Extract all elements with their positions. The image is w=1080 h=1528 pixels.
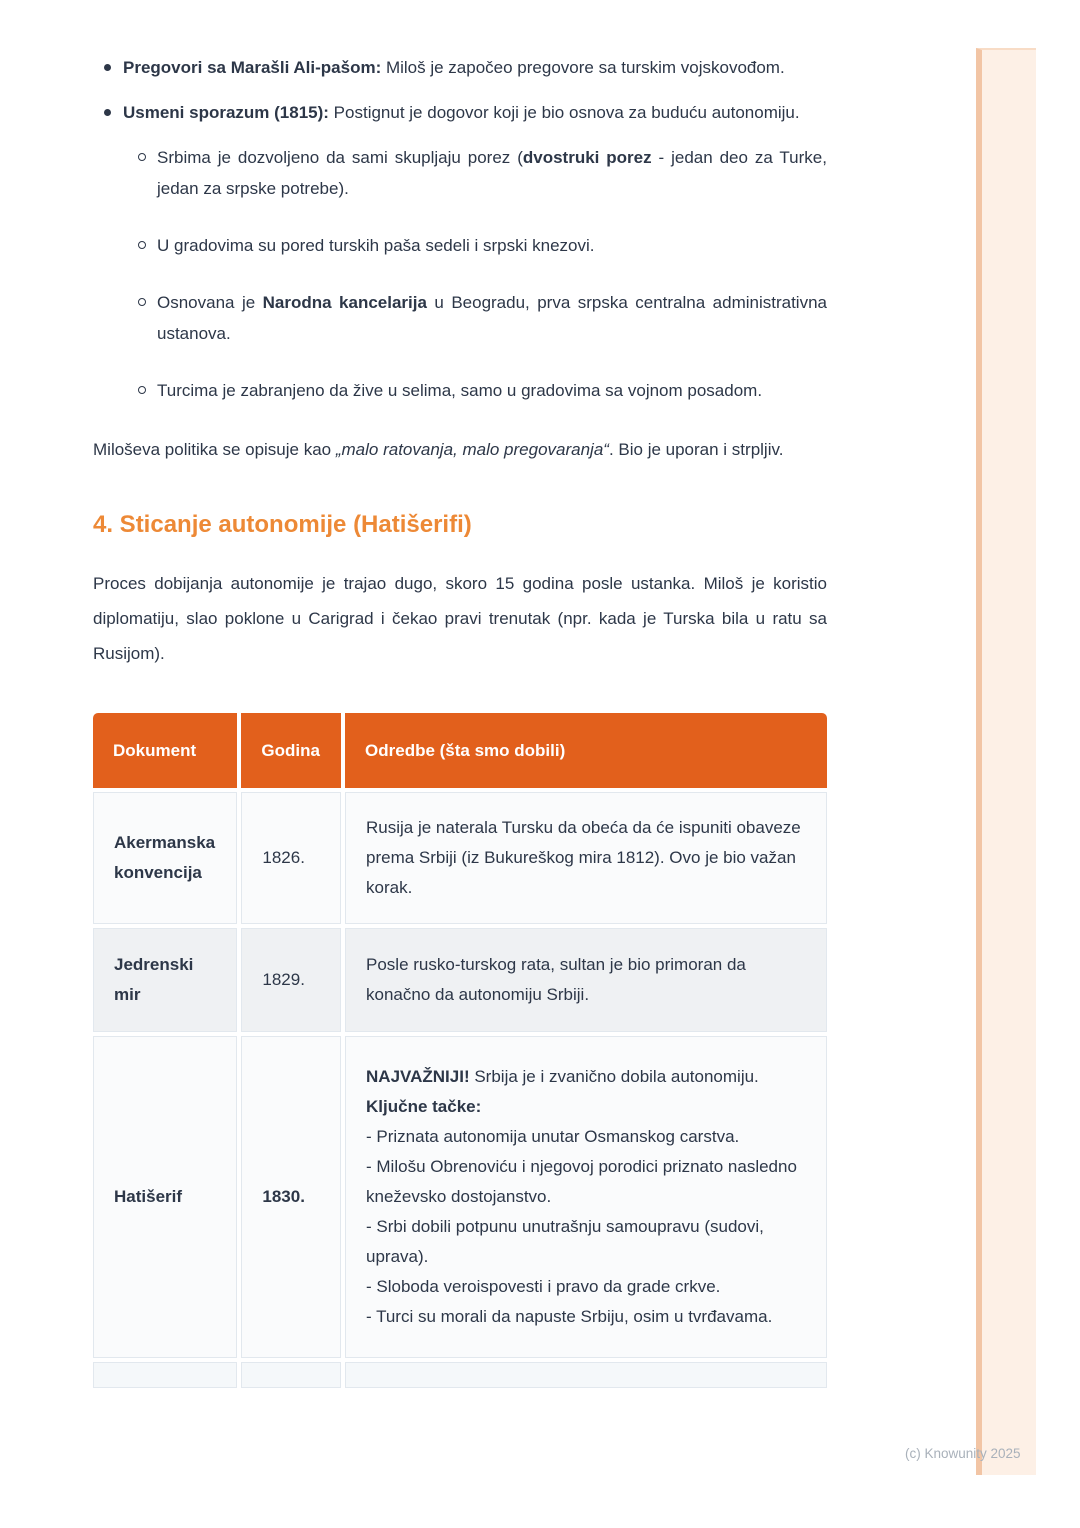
- sub-item-porez: [157, 142, 827, 204]
- list-item-text: Postignut je dogovor koji je bio osnova za buduću autonomiju.: [328, 103, 800, 122]
- cell-odredbe: [345, 1362, 827, 1388]
- column-header-godina: Godina: [241, 713, 341, 788]
- sub-item-text: U gradovima su pored turskih paša sedeli i srpski knezovi.: [157, 236, 595, 255]
- cell-godina: 1830.: [241, 1036, 341, 1358]
- sub-bullet-list: [157, 142, 827, 406]
- copyright-watermark: (c) Knowunity 2025: [905, 1446, 1021, 1461]
- list-item-lead: Usmeni sporazum (1815):: [123, 103, 329, 122]
- odredbe-point: - Sloboda veroispovesti i pravo da grade crkve.: [366, 1277, 721, 1296]
- sub-item-text: - jedan deo za Turke, jedan za srpske potrebe).: [157, 148, 827, 198]
- odredbe-lead-rest: Srbija je i zvanično dobila autonomiju.: [469, 1067, 759, 1086]
- table-row-hatiserif: [93, 1036, 827, 1358]
- page-edge-margin: [1036, 40, 1080, 1490]
- bullet-list: [93, 0, 827, 406]
- table-row-partial: [93, 1362, 827, 1388]
- paragraph-text: Miloševa politika se opisuje kao: [93, 440, 336, 459]
- list-item-pregovori: [93, 52, 827, 83]
- odredbe-point: - Srbi dobili potpunu unutrašnju samoupravu (sudovi, uprava).: [366, 1217, 764, 1266]
- sub-item-kancelarija: [157, 287, 827, 349]
- sub-item-text: Turcima je zabranjeno da žive u selima, samo u gradovima sa vojnom posadom.: [157, 381, 763, 400]
- cell-dokument: [93, 1362, 237, 1388]
- paragraph-milos-politika: [93, 434, 827, 466]
- cell-godina: [241, 1362, 341, 1388]
- sub-item-turci: [157, 375, 827, 406]
- sub-item-gradovi: [157, 230, 827, 261]
- cell-godina: 1826.: [241, 792, 341, 924]
- sub-item-bold: dvostruki porez: [522, 148, 652, 167]
- documents-table-wrapper: [89, 709, 827, 1392]
- sub-item-text: u Beogradu, prva srpska centralna administrativna ustanova.: [157, 293, 827, 343]
- paragraph-text: . Bio je uporan i strpljiv.: [608, 440, 784, 459]
- cell-odredbe: Rusija je naterala Tursku da obeća da će ispuniti obaveze prema Srbiji (iz Bukureškog mira 1812). Ovo je bio važan korak.: [345, 792, 827, 924]
- paragraph-proces: Proces dobijanja autonomije je trajao dugo, skoro 15 godina posle ustanka. Miloš je koristio diplomatiju, slao poklone u Carigrad i čekao pravi trenutak (npr. kada je Turska bila u ratu sa Rusijom).: [93, 574, 827, 663]
- section-heading: 4. Sticanje autonomije (Hatišerifi): [93, 511, 472, 538]
- cell-odredbe: [345, 1036, 827, 1358]
- cell-dokument: Akermanska konvencija: [93, 792, 237, 924]
- odredbe-point: - Turci su morali da napuste Srbiju, osim u tvrđavama.: [366, 1307, 773, 1326]
- column-header-odredbe: Odredbe (šta smo dobili): [345, 713, 827, 788]
- cell-godina: 1829.: [241, 928, 341, 1032]
- list-item-lead: Pregovori sa Marašli Ali-pašom:: [123, 58, 382, 77]
- sub-item-text: Srbima je dozvoljeno da sami skupljaju porez (: [157, 148, 523, 167]
- odredbe-point: - Milošu Obrenoviću i njegovoj porodici priznato nasledno kneževsko dostojanstvo.: [366, 1157, 797, 1206]
- sub-item-text: Osnovana je: [157, 293, 263, 312]
- list-item-text: Miloš je započeo pregovore sa turskim vojskovođom.: [381, 58, 785, 77]
- sub-item-bold: Narodna kancelarija: [262, 293, 427, 312]
- odredbe-line: [366, 1062, 806, 1092]
- odredbe-subtitle: Ključne tačke:: [366, 1097, 482, 1116]
- odredbe-lead: NAJVAŽNIJI!: [366, 1067, 470, 1086]
- list-item-usmeni-sporazum: [93, 97, 827, 406]
- cell-dokument: Jedrenski mir: [93, 928, 237, 1032]
- odredbe-point: - Priznata autonomija unutar Osmanskog carstva.: [366, 1127, 740, 1146]
- table-row-akermanska: [93, 792, 827, 924]
- table-row-jedrenski: [93, 928, 827, 1032]
- table-header-row: [93, 713, 827, 788]
- documents-table: [89, 709, 831, 1392]
- cell-dokument: Hatišerif: [93, 1036, 237, 1358]
- paragraph-quote: „malo ratovanja, malo pregovaranja“: [335, 440, 609, 459]
- content-area: [93, 0, 827, 1392]
- column-header-dokument: Dokument: [93, 713, 237, 788]
- cell-odredbe: Posle rusko-turskog rata, sultan je bio primoran da konačno da autonomiju Srbiji.: [345, 928, 827, 1032]
